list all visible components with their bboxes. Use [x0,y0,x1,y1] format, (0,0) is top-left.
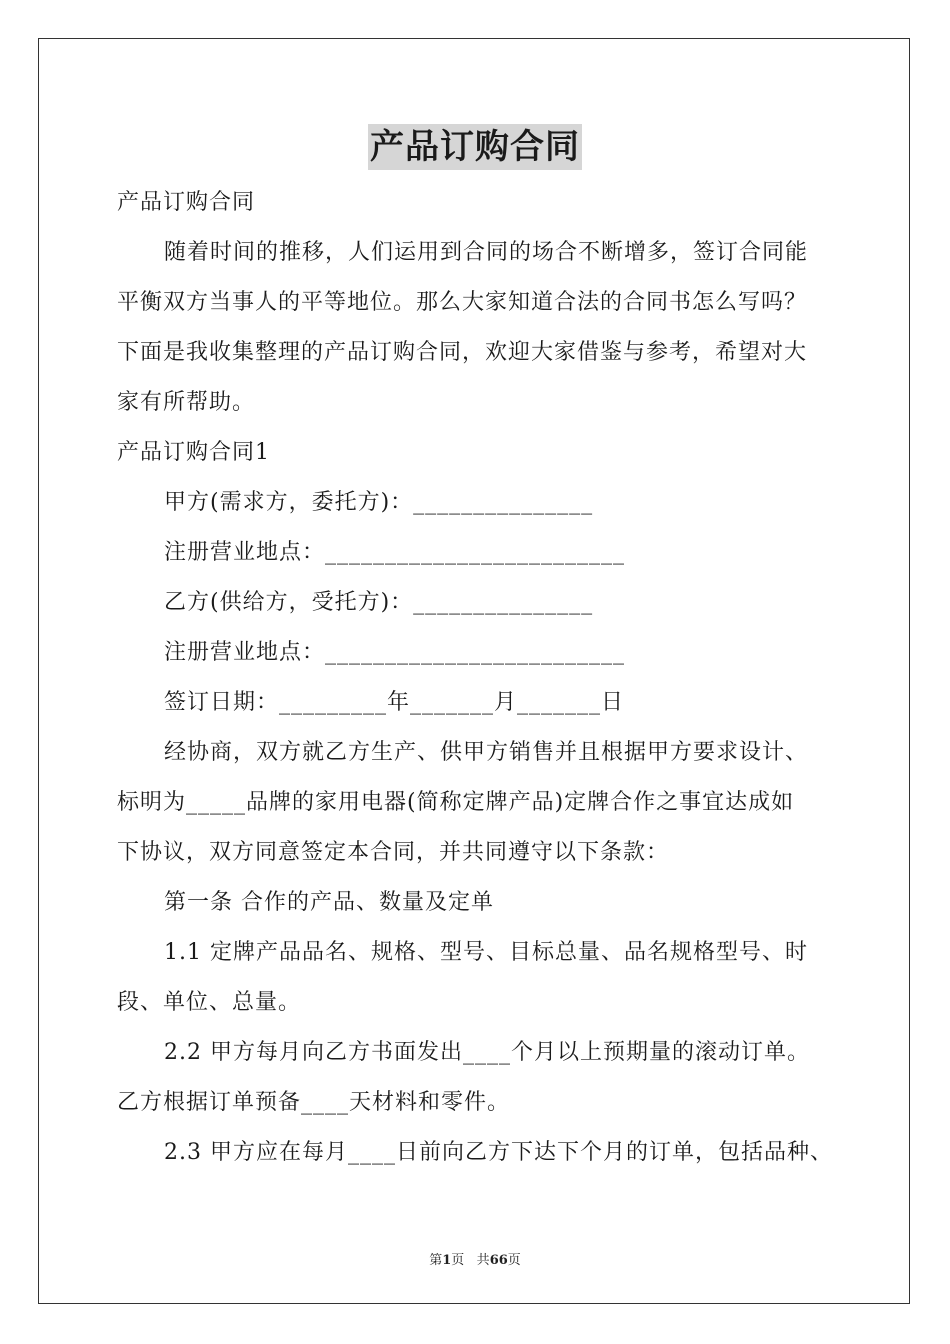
document-body [117,178,839,1178]
text-line: 乙方(供给方，受托方)：_______________ [164,590,594,615]
text-line: 家有所帮助。 [117,390,256,415]
text-line: 甲方(需求方，委托方)：_______________ [164,490,594,515]
page-unit: 页 [451,1253,465,1268]
text-line: 1.1 定牌产品品名、规格、型号、目标总量、品名规格型号、时 [164,940,808,965]
text-line: 签订日期：_________年_______月_______日 [164,690,625,715]
page-total: 66 [489,1253,508,1268]
text-line: 经协商，双方就乙方生产、供甲方销售并且根据甲方要求设计、 [164,740,809,765]
text-line: 段、单位、总量。 [117,990,302,1015]
text-line: 第一条 合作的产品、数量及定单 [164,890,494,915]
total-prefix: 共 [476,1253,490,1268]
text-line: 乙方根据订单预备____天材料和零件。 [117,1090,511,1115]
text-line: 平衡双方当事人的平等地位。那么大家知道合法的合同书怎么写吗？ [117,290,808,315]
document-title: 产品订购合同 [368,124,582,170]
text-line: 注册营业地点：_________________________ [164,540,626,565]
page-footer [0,1249,950,1268]
text-line: 2.2 甲方每月向乙方书面发出____个月以上预期量的滚动订单。 [164,1040,810,1065]
text-line: 2.3 甲方应在每月____日前向乙方下达下个月的订单，包括品种、 [164,1140,833,1165]
text-line: 随着时间的推移，人们运用到合同的场合不断增多，签订合同能 [164,240,809,265]
page-prefix: 第 [429,1253,443,1268]
text-line: 产品订购合同 [117,190,256,215]
text-line: 下协议，双方同意签定本合同，并共同遵守以下条款： [117,840,670,865]
title-wrap [0,124,950,170]
text-line: 产品订购合同1 [117,440,270,465]
text-line: 注册营业地点：_________________________ [164,640,626,665]
text-line: 标明为_____品牌的家用电器(简称定牌产品)定牌合作之事宜达成如 [117,790,795,815]
text-line: 下面是我收集整理的产品订购合同，欢迎大家借鉴与参考，希望对大 [117,340,808,365]
total-unit: 页 [507,1253,521,1268]
page-current: 1 [442,1253,452,1268]
